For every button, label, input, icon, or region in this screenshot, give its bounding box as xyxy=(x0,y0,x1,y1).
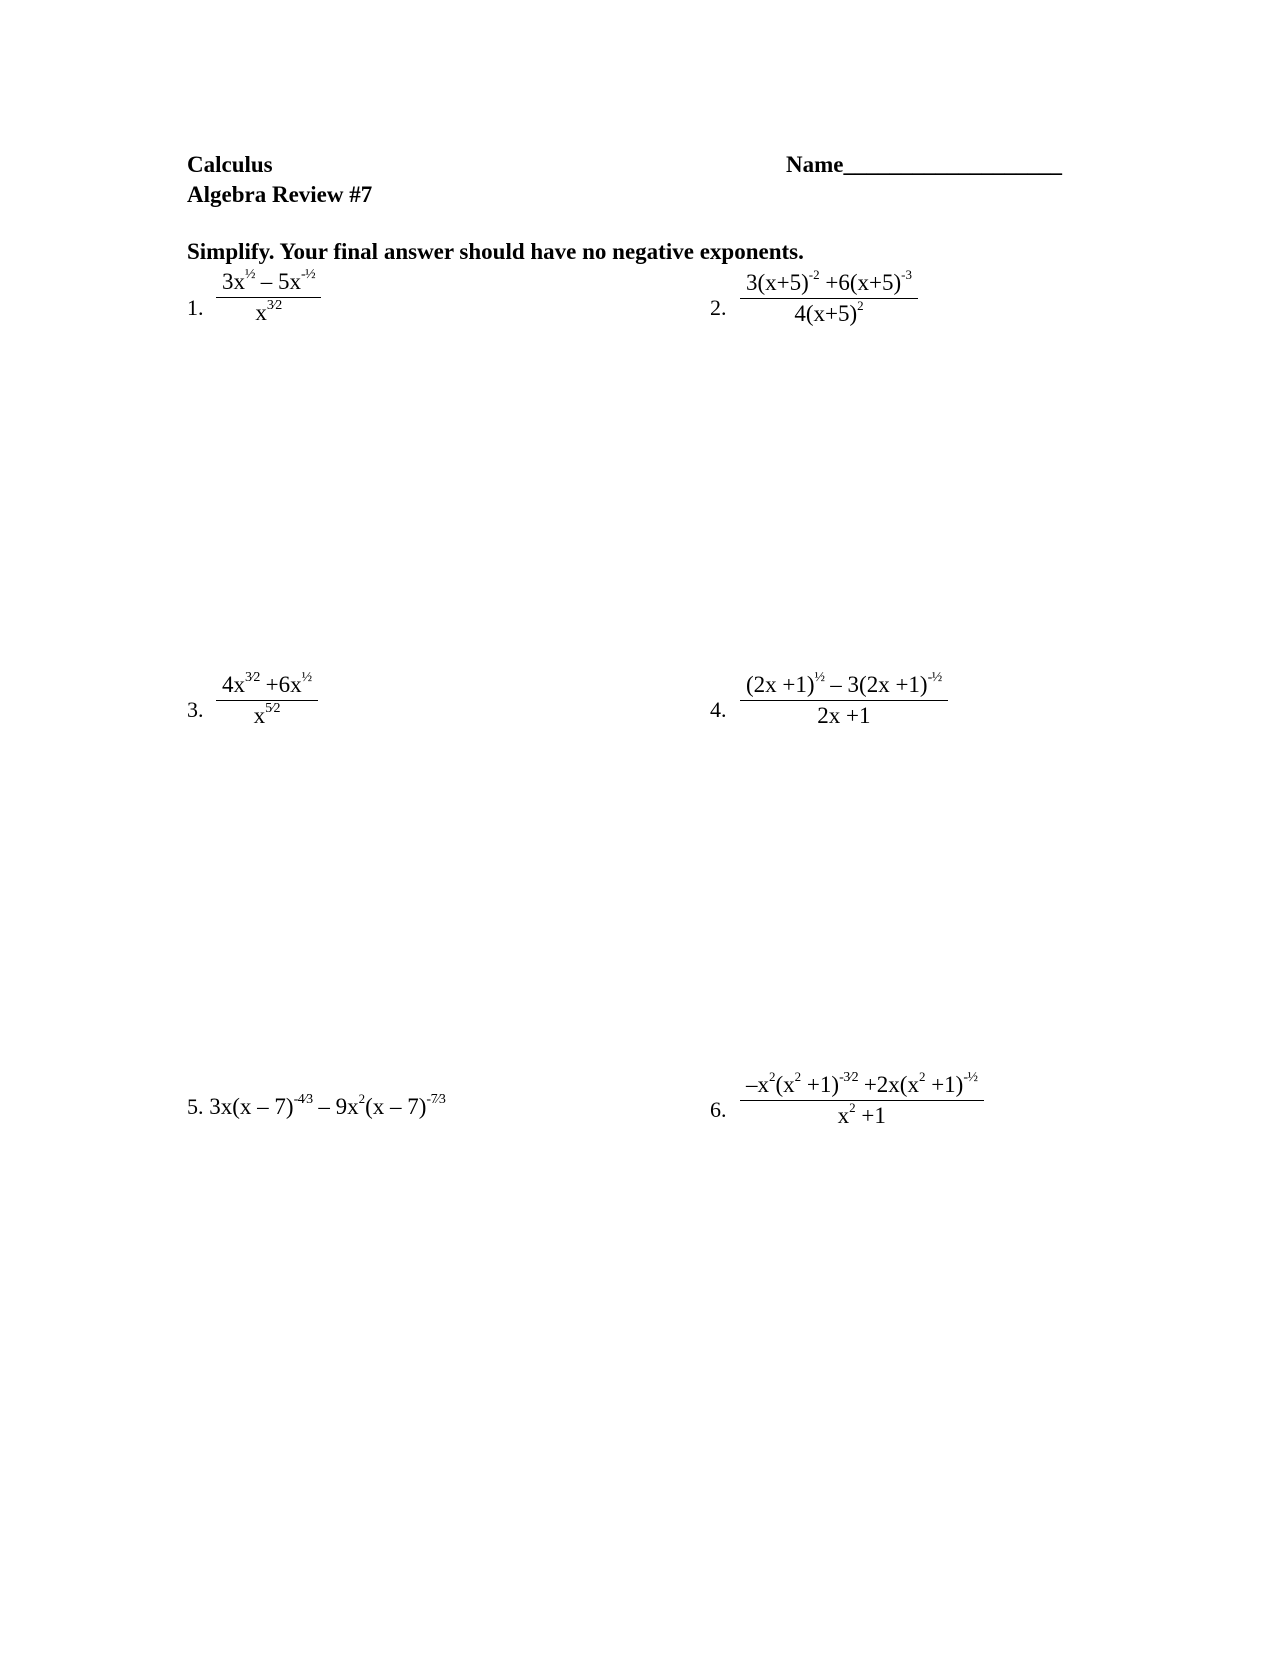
problem-2-numerator: $3(x+5)^{-2} +6(x+5)^{-3}$ xyxy=(740,270,918,299)
problem-number-4: 4. xyxy=(710,697,727,722)
problem-6-numerator: $-x^2(x^2 +1)^{-3⁄2} +2x(x^2 +1)^{-\frac{1}{2}}$ xyxy=(740,1072,984,1101)
problem-3-denominator: $x^{5⁄2}$ xyxy=(253,701,280,728)
instructions: Simplify. Your final answer should have no negative exponents. xyxy=(187,239,804,264)
problem-4-expression xyxy=(740,672,948,729)
problem-number-2: 2. xyxy=(710,295,727,320)
problem-number-5: 5. xyxy=(187,1094,204,1119)
name-line: ___________________ xyxy=(843,152,1062,177)
problem-6-denominator: $x^2 +1$ xyxy=(837,1100,886,1128)
problem-3-numerator: $4x^{3⁄2} +6x^{\frac{1}{2}}$ xyxy=(216,672,318,701)
course-title: Calculus xyxy=(187,152,273,177)
problem-number-3: 3. xyxy=(187,697,204,722)
problem-3-expression xyxy=(216,672,318,729)
problem-2-denominator: $4(x+5)^2$ xyxy=(794,298,864,326)
problem-1-numerator: $3x^{\frac{1}{2}} - 5x^{-\frac{1}{2}}$ xyxy=(216,269,321,298)
worksheet-title: Algebra Review #7 xyxy=(187,182,373,207)
problem-1-denominator: $x^{3⁄2}$ xyxy=(255,298,282,325)
problem-number-1: 1. xyxy=(187,295,204,320)
problem-6-expression xyxy=(740,1069,984,1129)
problem-4-denominator: 2x +1 xyxy=(817,703,871,728)
problem-1-expression xyxy=(216,269,321,326)
problem-4-numerator: $(2x +1)^{\frac{1}{2}} - 3(2x +1)^{-\frac{1}{2}}$ xyxy=(740,672,948,701)
name-label: Name xyxy=(786,152,844,177)
name-field xyxy=(786,153,1062,176)
problem-2-expression xyxy=(740,267,918,327)
problem-number-6: 6. xyxy=(710,1097,727,1122)
problem-5-expression: 5. $3x(x - 7)^{-4⁄3} - 9x^2(x - 7)^{-7⁄3}$ xyxy=(187,1091,446,1119)
